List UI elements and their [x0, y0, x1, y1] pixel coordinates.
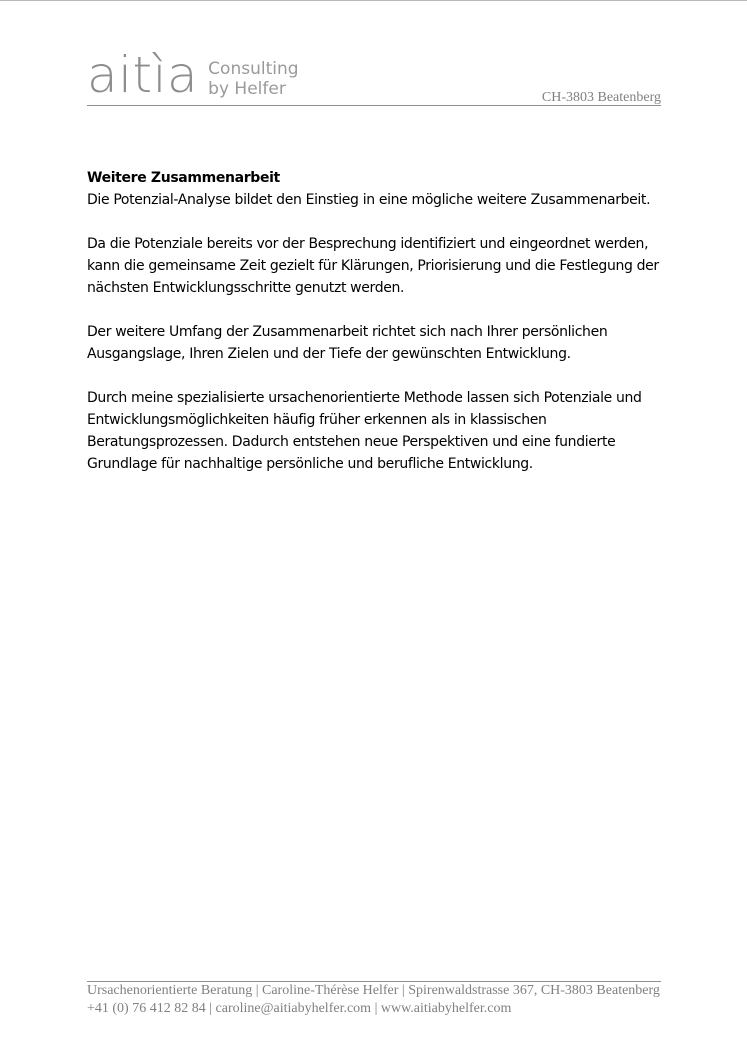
- page-footer: [87, 981, 661, 1018]
- page-top-border: [0, 0, 747, 1]
- paragraph-1: Die Potenzial-Analyse bildet den Einstieg in eine mögliche weitere Zusammenarbeit.: [87, 192, 651, 208]
- logo-tagline-line-2: by Helfer: [208, 79, 286, 99]
- header-location: CH-3803 Beatenberg: [541, 90, 661, 105]
- logo-tagline: [208, 59, 298, 99]
- footer-contact-line: +41 (0) 76 412 82 84 | caroline@aitiabyhelfer.com | www.aitiabyhelfer.com: [87, 1001, 512, 1016]
- header-divider: [87, 105, 661, 106]
- paragraph-2: Da die Potenziale bereits vor der Besprechung identifiziert und eingeordnet werden, kann die gemeinsame Zeit gezielt für Klärungen, Priorisierung und die Festlegung der nächsten Entwicklungsschritte genutzt werden.: [87, 236, 659, 296]
- document-body: [87, 167, 665, 497]
- paragraph-4: Durch meine spezialisierte ursachenorientierte Methode lassen sich Potenziale und Entwicklungsmöglichkeiten häufig früher erkennen als in klassischen Beratungsprozessen. Dadurch entstehen neue Perspektiven und eine fundierte Grundlage für nachhaltige persönliche und berufliche Entwicklung.: [87, 390, 642, 472]
- company-logo: [87, 40, 299, 104]
- paragraph-3: Der weitere Umfang der Zusammenarbeit richtet sich nach Ihrer persönlichen Ausgangslage, Ihren Zielen und der Tiefe der gewünschten Entwicklung.: [87, 324, 608, 362]
- section-heading: Weitere Zusammenarbeit: [87, 170, 280, 186]
- logo-tagline-line-1: Consulting: [208, 59, 299, 79]
- footer-address-line: Ursachenorientierte Beratung | Caroline-Thérèse Helfer | Spirenwaldstrasse 367, CH-3803 Beatenberg: [87, 983, 660, 998]
- letterhead: [87, 40, 661, 106]
- logo-wordmark: aitìa: [87, 46, 199, 104]
